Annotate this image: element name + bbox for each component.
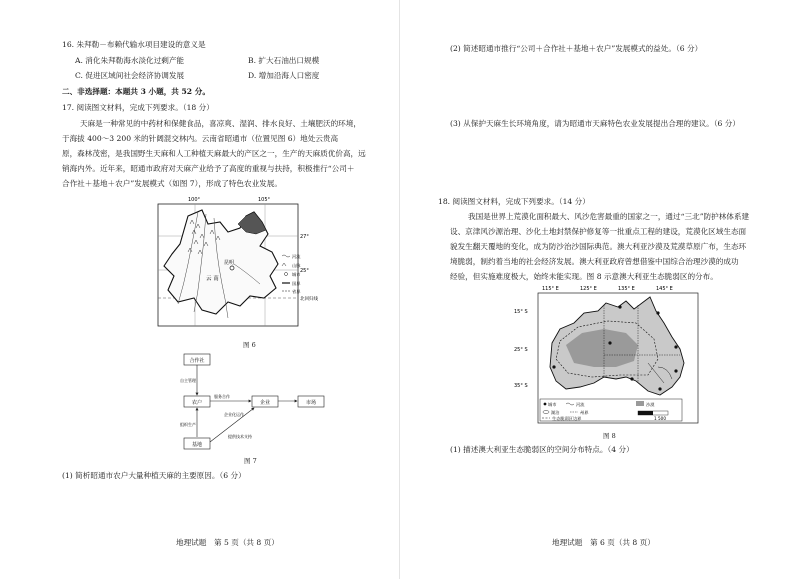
right-page-footer: 地理试题 第 6 页（共 8 页）	[552, 538, 655, 547]
q16-stem: 16. 朱拜勒－布赖代输水项目建设的意义是	[62, 40, 206, 49]
box-coop-label: 合作社	[189, 358, 205, 364]
label-lat35: 35° S	[514, 383, 528, 389]
figure-7-flow-diagram	[172, 352, 332, 450]
q17-para-line-4: 销海内外。近年来，昭通市政府对天麻产业给予了高度的重视与扶持，积极推行“公司＋	[62, 164, 355, 173]
q17-stem: 17. 阅读图文材料，完成下列要求。（18 分）	[62, 103, 214, 112]
city-kunming-marker	[230, 266, 234, 270]
q18-sub1: (1) 描述澳大利亚生态脆弱区的空间分布特点。（4 分）	[450, 445, 634, 454]
q16-option-d: D. 增加沿海人口密度	[248, 71, 320, 80]
label-lat25: 25° S	[514, 347, 528, 353]
box-company-label: 企业	[259, 400, 271, 406]
section-heading: 二、非选择题：本题共 3 小题，共 52 分。	[62, 87, 210, 96]
edge-label-manage: 自主管理	[180, 378, 196, 383]
legend-border-province: 省界	[292, 289, 301, 294]
edge-label-service: 服务合作	[214, 394, 230, 399]
q18-para-line-4: 境脆弱，制约着当地的社会经济发展。澳大利亚政府曾想借鉴中国综合治理沙漠的成功	[450, 257, 739, 266]
label-tropic: 北回归线	[300, 297, 318, 302]
legend-desert: 沙漠	[646, 402, 655, 407]
q17-sub2: (2) 简述昭通市推行“公司＋合作社＋基地＋农户”发展模式的益处。（6 分）	[450, 44, 703, 53]
legend-lake: 湖泊	[551, 410, 560, 415]
legend-border: 州界	[580, 410, 589, 415]
q18-para-line-2: 设、京津风沙源治理、沙化土地封禁保护修复等一批重点工程的建设，荒漠化区域生态面	[450, 227, 747, 236]
legend-fragile: 生态脆弱区边界	[552, 416, 582, 421]
q17-sub3: (3) 从保护天麻生长环境角度，请为昭通市天麻特色农业发展提出合理的建议。（6 分）	[450, 119, 740, 128]
legend-scale: 1 500	[654, 416, 666, 421]
label-lon145: 145° E	[656, 286, 673, 292]
figure-8-caption: 图 8	[603, 432, 616, 440]
q18-para-line-1: 我国是世界上荒漠化面积最大、风沙危害最重的国家之一，通过“三北”防护林体系建	[468, 212, 750, 221]
box-base-label: 基地	[191, 442, 203, 448]
box-farmer-label: 农户	[191, 400, 203, 406]
q17-para-line-2: 于海拔 400～3 200 米的针阔混交林内。云南省昭通市（位置见图 6）地处云贵高	[62, 134, 339, 143]
figure-6-caption: 图 6	[243, 341, 256, 349]
legend-border-state: 国界	[292, 281, 301, 286]
q16-option-a: A. 消化朱拜勒海水淡化过剩产能	[75, 56, 185, 65]
label-lon135: 135° E	[618, 286, 635, 292]
edge-label-train: 组织生产	[180, 422, 196, 427]
label-lat15: 15° S	[514, 309, 528, 315]
q18-para-line-5: 经验，但实施难度极大，始终未能实现。图 8 示意澳大利亚生态脆弱区的分布。	[450, 272, 718, 281]
label-lat27: 27°	[300, 234, 309, 240]
label-lon125: 125° E	[580, 286, 597, 292]
q17-sub1: (1) 简析昭通市农户大量种植天麻的主要原因。（6 分）	[62, 471, 246, 480]
city-kunming-label: 昆明	[224, 260, 235, 266]
box-market-label: 市场	[305, 400, 317, 406]
legend-city: 城市	[548, 402, 557, 407]
q17-para-line-3: 原，森林茂密，是我国野生天麻和人工种植天麻最大的产区之一，生产的天麻质优价高，远	[62, 149, 366, 158]
figure-7-caption: 图 7	[244, 457, 257, 465]
legend-river: 河流	[292, 254, 301, 259]
left-page-footer: 地理试题 第 5 页（共 8 页）	[176, 538, 279, 547]
legend-river: 河流	[576, 402, 585, 407]
label-lon115: 115° E	[542, 286, 559, 292]
figure-8-australia-map	[508, 283, 708, 428]
region-label: 云 南	[206, 276, 219, 282]
edge-label-org: 企业化运作	[224, 412, 244, 417]
legend-city: 城市	[292, 272, 301, 277]
label-lat25: 25°	[300, 268, 309, 274]
q18-stem: 18. 阅读图文材料，完成下列要求。（14 分）	[438, 197, 590, 206]
q16-option-c: C. 促进区域间社会经济协调发展	[75, 71, 185, 80]
right-page	[400, 0, 800, 579]
label-lon105: 105°	[258, 197, 271, 203]
q17-para-line-5: 合作社＋基地＋农户”发展模式（如图 7），形成了特色农业发展。	[62, 179, 282, 188]
figure-6-yunnan-map	[150, 194, 340, 334]
legend-mountain: 山脉	[292, 263, 301, 268]
label-lon100: 100°	[188, 197, 201, 203]
q16-option-b: B. 扩大石油出口规模	[248, 56, 320, 65]
q17-para-line-1: 天麻是一种常见的中药材和保健食品，喜凉爽、湿润、排水良好、土壤肥沃的环境，	[80, 119, 361, 128]
q18-para-line-3: 貌发生翻天覆地的变化，成为防沙治沙国际典范。澳大利亚沙漠及荒漠草原广布，生态环	[450, 242, 747, 251]
edge-label-guide: 提供技术支持	[228, 434, 252, 439]
